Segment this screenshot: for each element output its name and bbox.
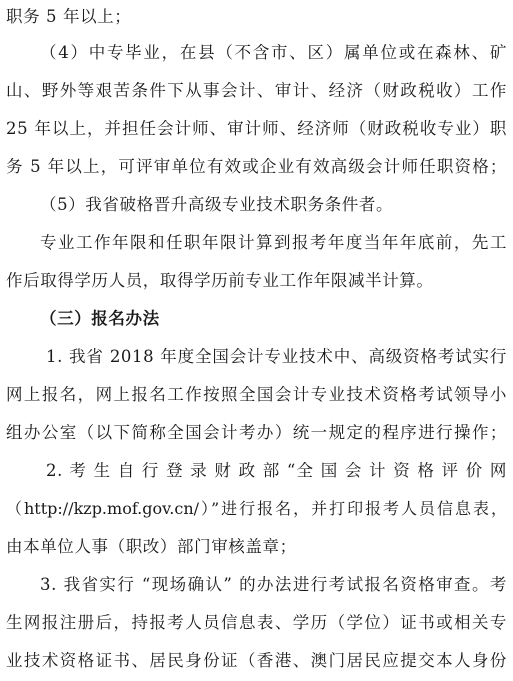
text-line-17: 生网报注册后，持报考人员信息表、学历（学位）证书或相关专 <box>6 613 507 632</box>
text-line-8: 作后取得学历人员，取得学历前专业工作年限减半计算。 <box>6 271 434 290</box>
text-line-1: 职务 5 年以上； <box>6 7 132 26</box>
text-line-16: 3. 我省实行 “现场确认” 的办法进行考试报名资格审查。考 <box>40 575 507 594</box>
text-line-12: 组办公室（以下简称全国会计考办）统一规定的程序进行操作； <box>6 423 507 442</box>
text-line-2: （4）中专毕业，在县（不含市、区）属单位或在森林、矿 <box>40 43 507 62</box>
text-line-4: 25 年以上，并担任会计师、审计师、经济师（财政税收专业）职 <box>6 119 507 138</box>
text-line-5: 务 5 年以上，可评审单位有效或企业有效高级会计师任职资格； <box>6 157 507 176</box>
text-line-6: （5）我省破格晋升高级专业技术职务条件者。 <box>40 195 394 214</box>
text-line-18: 业技术资格证书、居民身份证（香港、澳门居民应提交本人身份 <box>6 651 507 670</box>
section-heading: （三）报名办法 <box>40 309 160 328</box>
text-line-10: 1. 我省 2018 年度全国会计专业技术中、高级资格考试实行 <box>46 347 507 366</box>
text-line-7: 专业工作年限和任职年限计算到报考年度当年年底前，先工 <box>40 233 507 252</box>
text-line-14: （http://kzp.mof.gov.cn/）”进行报名，并打印报考人员信息表， <box>6 499 507 518</box>
text-line-3: 山、野外等艰苦条件下从事会计、审计、经济（财政税收）工作 <box>6 81 507 100</box>
text-line-13: 2. 考 生 自 行 登 录 财 政 部 “全 国 会 计 资 格 评 价 网 <box>46 461 507 480</box>
text-line-15: 由本单位人事（职改）部门审核盖章； <box>6 537 297 556</box>
text-line-11: 网上报名，网上报名工作按照全国会计专业技术资格考试领导小 <box>6 385 507 404</box>
